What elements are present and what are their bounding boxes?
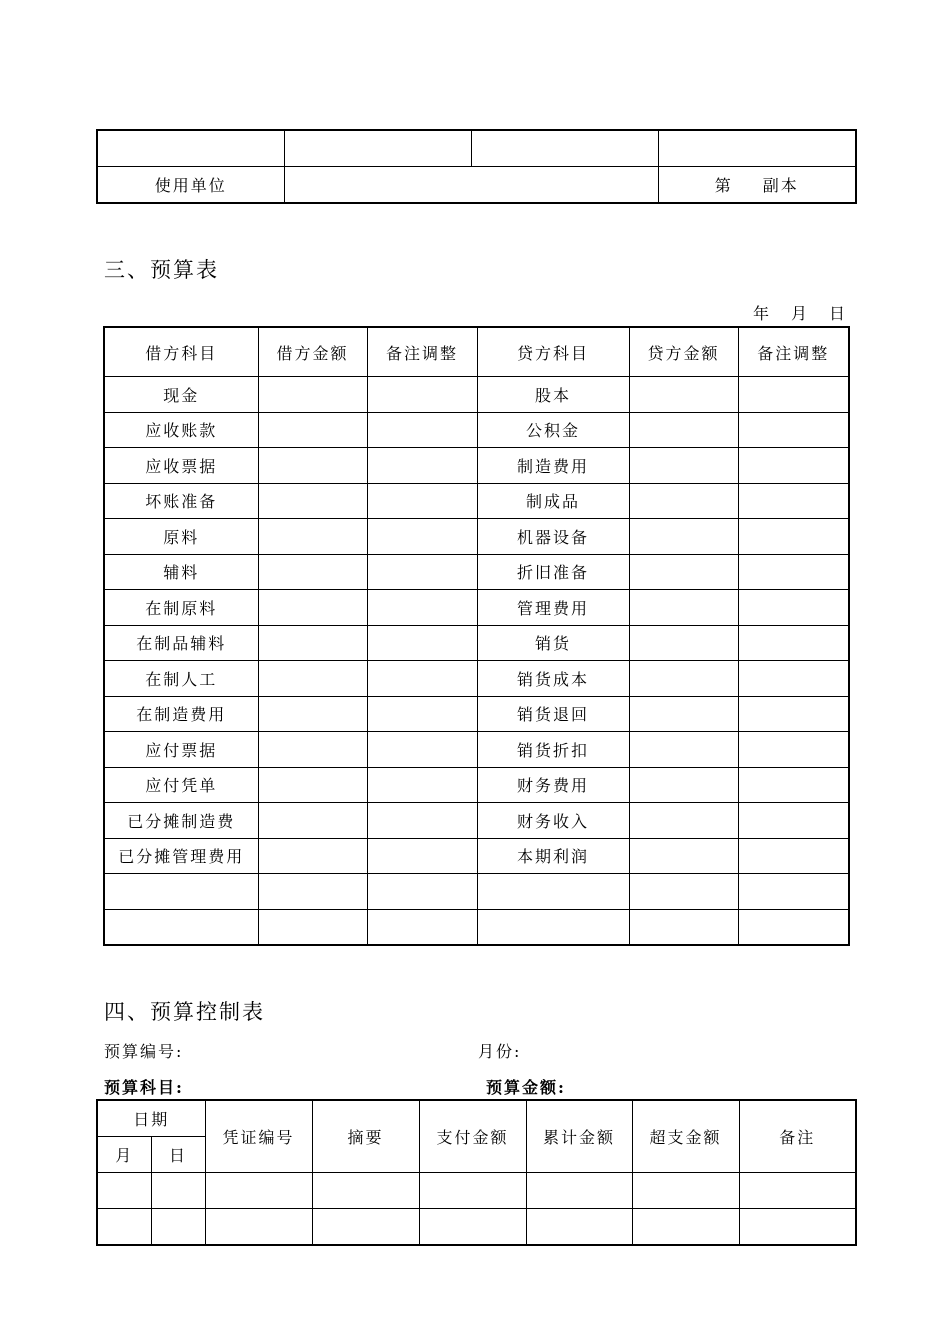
control-cell[interactable]: [526, 1173, 632, 1209]
debit-amount[interactable]: [258, 412, 367, 448]
header-payment: 支付金额: [419, 1100, 526, 1173]
debit-remarks[interactable]: [367, 377, 477, 413]
credit-amount[interactable]: [629, 412, 738, 448]
unit-label: 使用单位: [97, 167, 284, 204]
credit-remarks[interactable]: [738, 696, 849, 732]
date-year: 年: [753, 304, 772, 323]
credit-amount[interactable]: [629, 909, 738, 945]
credit-subject: 股本: [477, 377, 629, 413]
debit-subject: 现金: [104, 377, 258, 413]
debit-remarks[interactable]: [367, 412, 477, 448]
credit-remarks[interactable]: [738, 483, 849, 519]
unit-table: [96, 129, 857, 204]
credit-remarks[interactable]: [738, 909, 849, 945]
debit-subject: [104, 909, 258, 945]
control-row: [97, 1173, 856, 1209]
credit-subject: 机器设备: [477, 519, 629, 555]
debit-subject: 在制原料: [104, 590, 258, 626]
copy-label: [658, 167, 856, 204]
debit-subject: 在制品辅料: [104, 625, 258, 661]
debit-subject: 应付票据: [104, 732, 258, 768]
debit-remarks[interactable]: [367, 838, 477, 874]
debit-amount[interactable]: [258, 519, 367, 555]
table-row: [104, 696, 849, 732]
table-row: [104, 803, 849, 839]
credit-subject: 本期利润: [477, 838, 629, 874]
header-day: 日: [151, 1137, 205, 1173]
control-cell[interactable]: [739, 1173, 856, 1209]
table-row: [104, 909, 849, 945]
section4-title: 四、预算控制表: [104, 1000, 265, 1024]
credit-remarks[interactable]: [738, 377, 849, 413]
control-row: [97, 1209, 856, 1246]
debit-subject: 已分摊管理费用: [104, 838, 258, 874]
control-cell[interactable]: [205, 1209, 312, 1246]
credit-subject: 财务费用: [477, 767, 629, 803]
debit-amount[interactable]: [258, 874, 367, 910]
header-credit-subject: 贷方科目: [477, 327, 629, 377]
table-row: [104, 448, 849, 484]
table-row: [104, 874, 849, 910]
control-cell[interactable]: [739, 1209, 856, 1246]
credit-amount[interactable]: [629, 519, 738, 555]
credit-remarks[interactable]: [738, 412, 849, 448]
budget-amount-label: 预算金额:: [486, 1078, 566, 1097]
control-cell[interactable]: [526, 1209, 632, 1246]
control-cell[interactable]: [151, 1209, 205, 1246]
unit-table-cell[interactable]: [658, 130, 856, 167]
credit-subject: 销货: [477, 625, 629, 661]
debit-subject: 应付凭单: [104, 767, 258, 803]
control-header-row: [97, 1100, 856, 1137]
header-month: 月: [97, 1137, 151, 1173]
credit-subject: 折旧准备: [477, 554, 629, 590]
header-debit-amount: 借方金额: [258, 327, 367, 377]
credit-remarks[interactable]: [738, 661, 849, 697]
credit-amount[interactable]: [629, 590, 738, 626]
control-cell[interactable]: [419, 1173, 526, 1209]
debit-subject: 原料: [104, 519, 258, 555]
debit-amount[interactable]: [258, 803, 367, 839]
control-cell[interactable]: [312, 1173, 419, 1209]
debit-remarks[interactable]: [367, 483, 477, 519]
debit-amount[interactable]: [258, 483, 367, 519]
debit-remarks[interactable]: [367, 909, 477, 945]
debit-subject: 在制人工: [104, 661, 258, 697]
debit-remarks[interactable]: [367, 661, 477, 697]
credit-amount[interactable]: [629, 661, 738, 697]
debit-amount[interactable]: [258, 554, 367, 590]
debit-amount[interactable]: [258, 448, 367, 484]
debit-remarks[interactable]: [367, 519, 477, 555]
budget-control-table: [96, 1099, 857, 1246]
control-cell[interactable]: [632, 1173, 739, 1209]
table-row: [104, 661, 849, 697]
header-cumulative: 累计金额: [526, 1100, 632, 1173]
unit-table-cell[interactable]: [97, 130, 284, 167]
credit-subject: 公积金: [477, 412, 629, 448]
credit-subject: 财务收入: [477, 803, 629, 839]
credit-remarks[interactable]: [738, 590, 849, 626]
debit-remarks[interactable]: [367, 590, 477, 626]
credit-subject: [477, 874, 629, 910]
credit-amount[interactable]: [629, 838, 738, 874]
debit-subject: 在制造费用: [104, 696, 258, 732]
credit-remarks[interactable]: [738, 838, 849, 874]
table-row: [104, 412, 849, 448]
table-row: [104, 377, 849, 413]
control-cell[interactable]: [151, 1173, 205, 1209]
credit-amount[interactable]: [629, 696, 738, 732]
header-debit-subject: 借方科目: [104, 327, 258, 377]
debit-amount[interactable]: [258, 661, 367, 697]
debit-subject: 应收账款: [104, 412, 258, 448]
credit-remarks[interactable]: [738, 732, 849, 768]
debit-amount[interactable]: [258, 909, 367, 945]
debit-subject: 已分摊制造费: [104, 803, 258, 839]
unit-table-cell[interactable]: [471, 130, 658, 167]
debit-remarks[interactable]: [367, 448, 477, 484]
credit-amount[interactable]: [629, 874, 738, 910]
control-cell[interactable]: [97, 1209, 151, 1246]
credit-amount[interactable]: [629, 554, 738, 590]
credit-remarks[interactable]: [738, 767, 849, 803]
table-row: [104, 767, 849, 803]
unit-table-row: [97, 167, 856, 204]
section3-title: 三、预算表: [104, 258, 219, 282]
credit-remarks[interactable]: [738, 448, 849, 484]
table-row: [104, 554, 849, 590]
table-row: [104, 519, 849, 555]
budget-subject-label: 预算科目:: [104, 1078, 184, 1097]
header-remarks: 备注: [739, 1100, 856, 1173]
credit-amount[interactable]: [629, 483, 738, 519]
credit-subject: [477, 909, 629, 945]
debit-remarks[interactable]: [367, 767, 477, 803]
debit-amount[interactable]: [258, 696, 367, 732]
debit-amount[interactable]: [258, 838, 367, 874]
table-row: [104, 625, 849, 661]
control-cell[interactable]: [419, 1209, 526, 1246]
debit-amount[interactable]: [258, 625, 367, 661]
header-debit-remarks: 备注调整: [367, 327, 477, 377]
credit-amount[interactable]: [629, 732, 738, 768]
header-voucher-no: 凭证编号: [205, 1100, 312, 1173]
date-line: [753, 301, 847, 324]
credit-remarks[interactable]: [738, 519, 849, 555]
debit-amount[interactable]: [258, 732, 367, 768]
debit-subject: 坏账准备: [104, 483, 258, 519]
header-overspend: 超支金额: [632, 1100, 739, 1173]
header-summary: 摘要: [312, 1100, 419, 1173]
table-row: [104, 483, 849, 519]
budget-header-row: [104, 327, 849, 377]
control-cell[interactable]: [312, 1209, 419, 1246]
copy-prefix: 第: [714, 176, 733, 195]
credit-remarks[interactable]: [738, 625, 849, 661]
debit-remarks[interactable]: [367, 696, 477, 732]
debit-amount[interactable]: [258, 590, 367, 626]
unit-table-row: [97, 130, 856, 167]
credit-subject: 制成品: [477, 483, 629, 519]
credit-amount[interactable]: [629, 448, 738, 484]
budget-table: [103, 326, 850, 946]
credit-remarks[interactable]: [738, 803, 849, 839]
credit-remarks[interactable]: [738, 874, 849, 910]
credit-subject: 销货退回: [477, 696, 629, 732]
debit-remarks[interactable]: [367, 625, 477, 661]
debit-subject: [104, 874, 258, 910]
unit-value-cell[interactable]: [284, 167, 658, 204]
header-date: 日期: [97, 1100, 205, 1137]
table-row: [104, 838, 849, 874]
control-cell[interactable]: [97, 1173, 151, 1209]
budget-no-label: 预算编号:: [104, 1042, 184, 1061]
credit-remarks[interactable]: [738, 554, 849, 590]
copy-suffix: 副本: [762, 176, 799, 195]
date-day: 日: [829, 304, 848, 323]
debit-remarks[interactable]: [367, 803, 477, 839]
credit-amount[interactable]: [629, 767, 738, 803]
debit-amount[interactable]: [258, 767, 367, 803]
control-cell[interactable]: [632, 1209, 739, 1246]
credit-subject: 制造费用: [477, 448, 629, 484]
control-cell[interactable]: [205, 1173, 312, 1209]
debit-subject: 辅料: [104, 554, 258, 590]
table-row: [104, 590, 849, 626]
debit-remarks[interactable]: [367, 732, 477, 768]
credit-subject: 销货成本: [477, 661, 629, 697]
credit-amount[interactable]: [629, 625, 738, 661]
credit-amount[interactable]: [629, 803, 738, 839]
debit-subject: 应收票据: [104, 448, 258, 484]
credit-subject: 销货折扣: [477, 732, 629, 768]
header-credit-remarks: 备注调整: [738, 327, 849, 377]
debit-remarks[interactable]: [367, 874, 477, 910]
date-month: 月: [791, 304, 810, 323]
month-label: 月份:: [478, 1042, 522, 1061]
debit-amount[interactable]: [258, 377, 367, 413]
debit-remarks[interactable]: [367, 554, 477, 590]
credit-subject: 管理费用: [477, 590, 629, 626]
table-row: [104, 732, 849, 768]
unit-table-cell[interactable]: [284, 130, 471, 167]
credit-amount[interactable]: [629, 377, 738, 413]
header-credit-amount: 贷方金额: [629, 327, 738, 377]
